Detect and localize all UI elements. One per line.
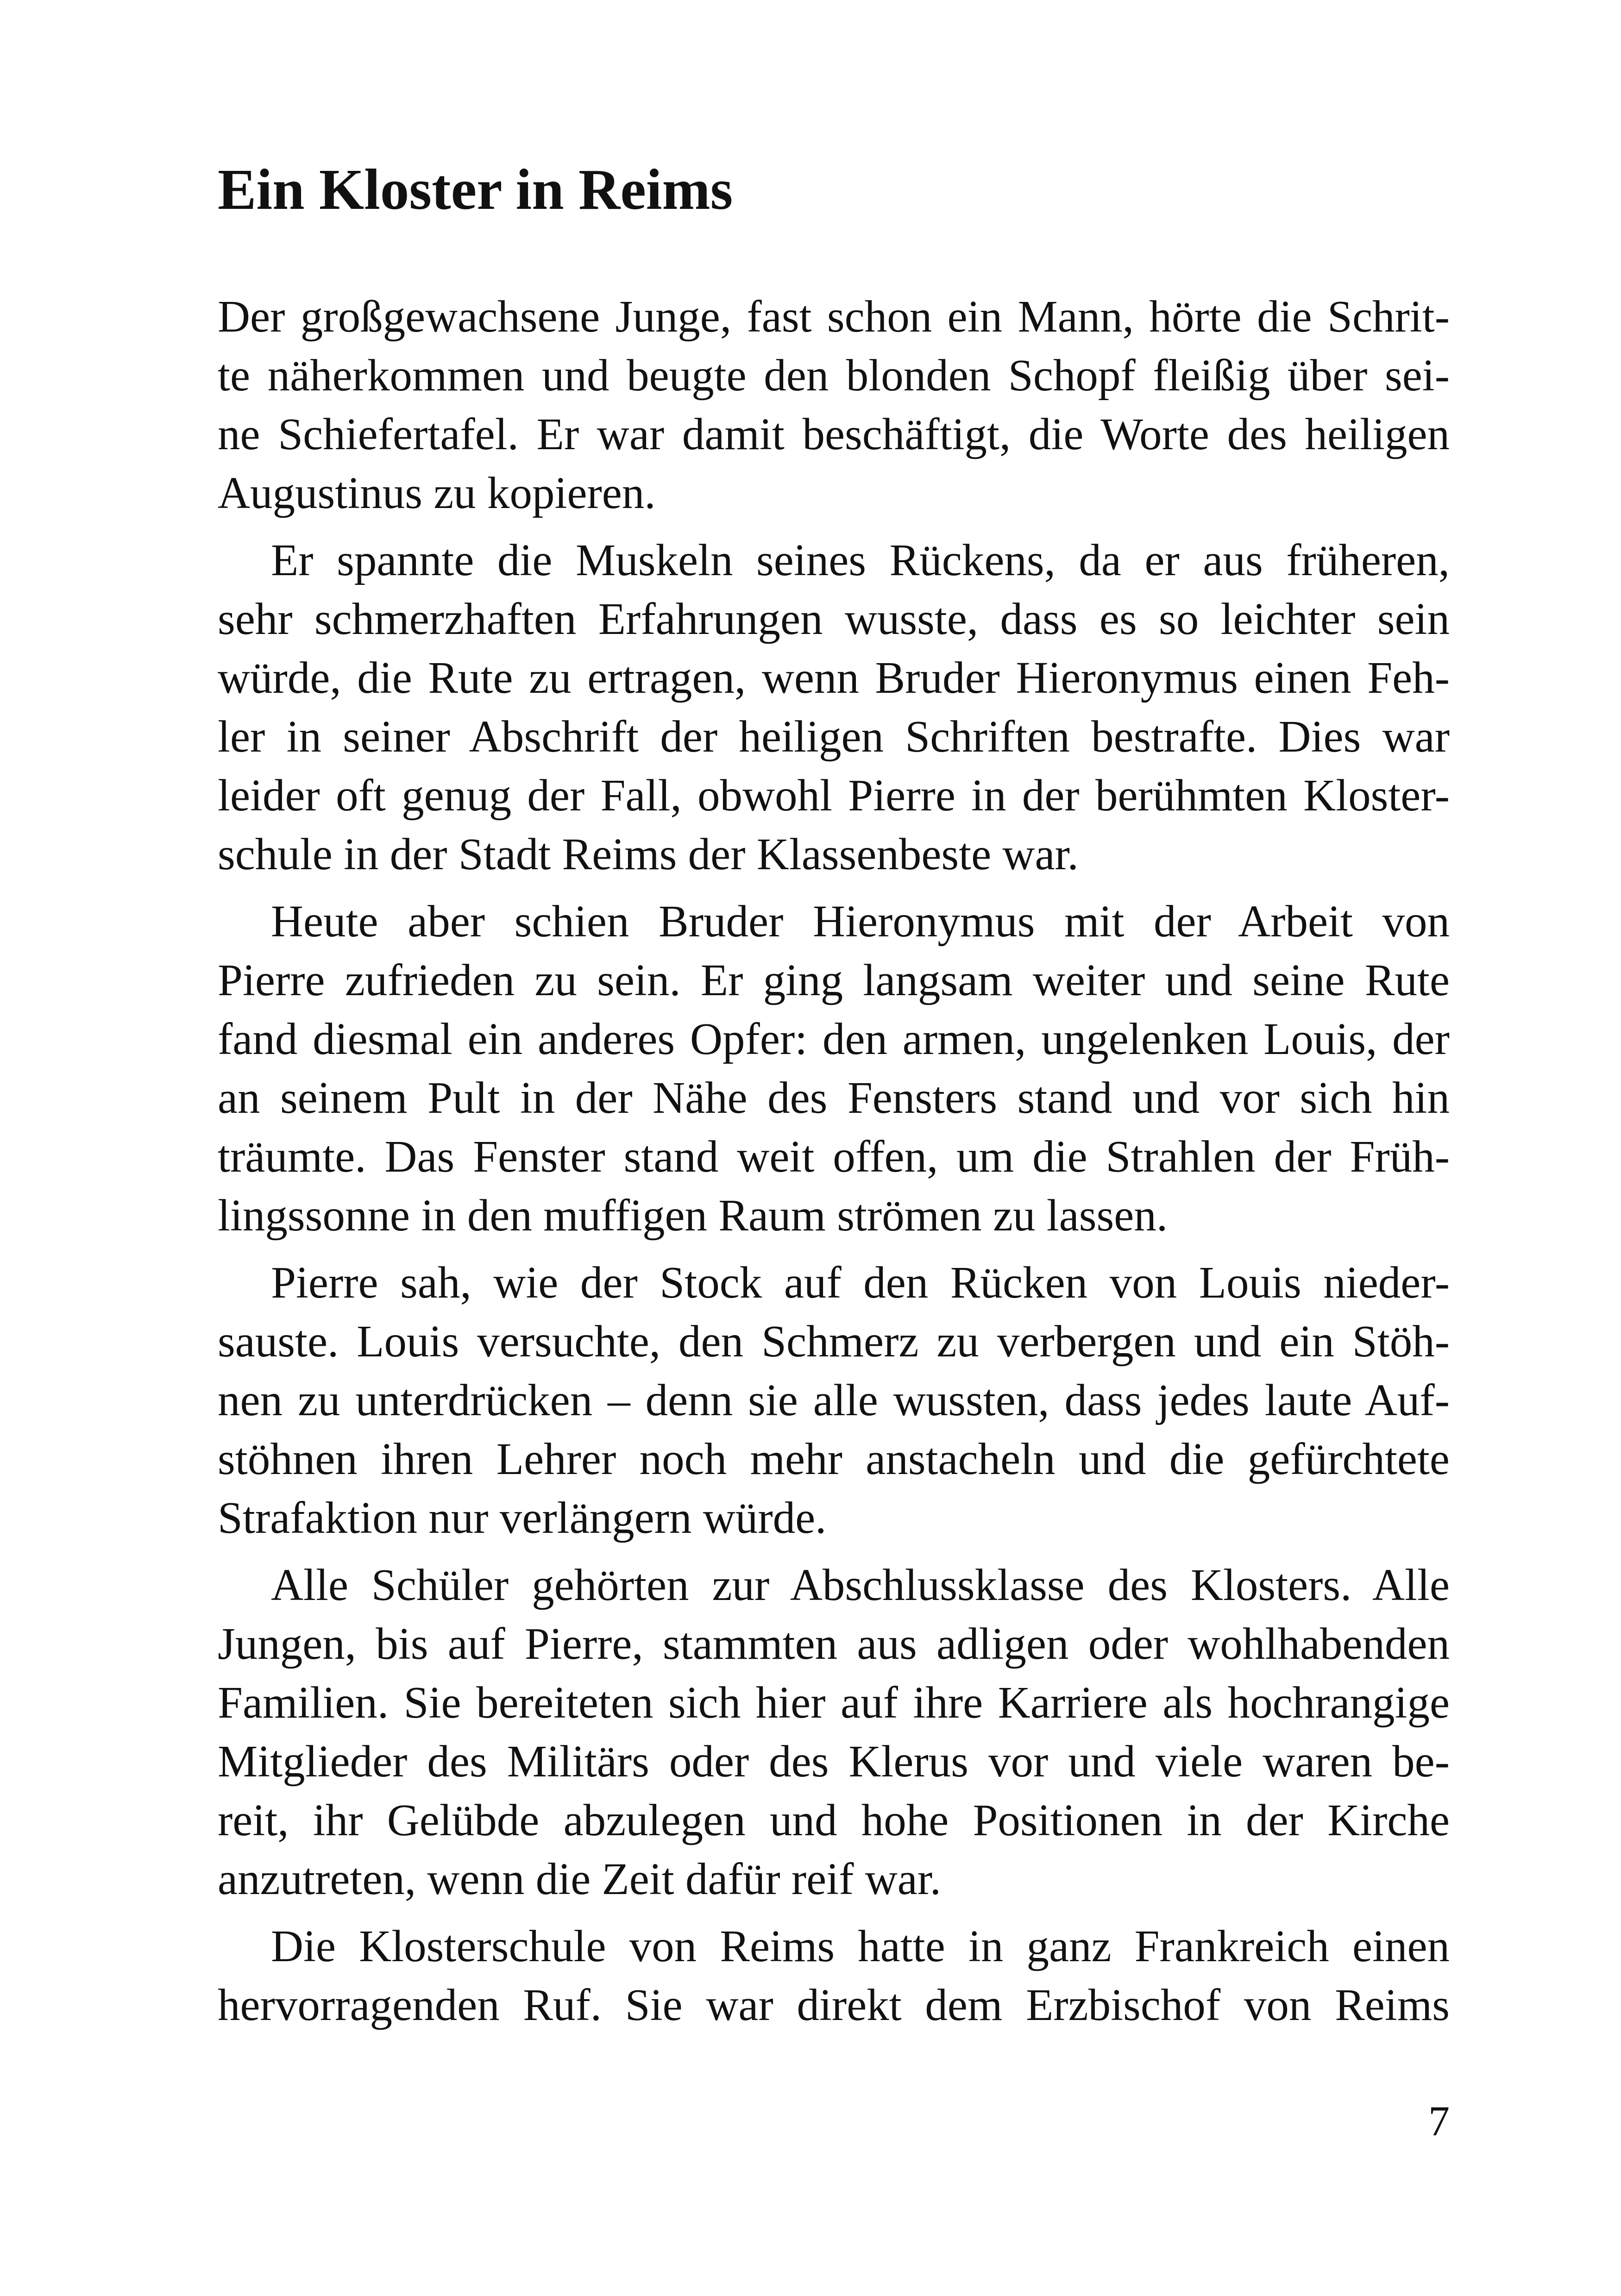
text-line: Pierre zufrieden zu sein. Er ging langsam weiter und seine Rute bbox=[218, 955, 1450, 1005]
text-line: ler in seiner Abschrift der heiligen Schriften bestrafte. Dies war bbox=[218, 712, 1450, 761]
text-line: Er spannte die Muskeln seines Rückens, da er aus früheren, bbox=[271, 535, 1450, 585]
text-line: leider oft genug der Fall, obwohl Pierre in der berühmten Kloster- bbox=[218, 771, 1450, 820]
text-line: Strafaktion nur verlängern würde. bbox=[218, 1493, 827, 1543]
text-line: Alle Schüler gehörten zur Abschlussklasse des Klosters. Alle bbox=[271, 1560, 1450, 1610]
text-line: nen zu unterdrücken – denn sie alle wussten, dass jedes laute Auf- bbox=[218, 1375, 1450, 1425]
text-line: stöhnen ihren Lehrer noch mehr anstacheln und die gefürchtete bbox=[218, 1434, 1450, 1484]
paragraph bbox=[218, 1556, 1450, 1908]
text-line: Pierre sah, wie der Stock auf den Rücken von Louis nieder- bbox=[271, 1258, 1450, 1307]
paragraph bbox=[218, 892, 1450, 1245]
text-line: ne Schiefertafel. Er war damit beschäftigt, die Worte des heiligen bbox=[218, 409, 1450, 459]
text-line: sehr schmerzhaften Erfahrungen wusste, dass es so leichter sein bbox=[218, 594, 1450, 644]
text-line: schule in der Stadt Reims der Klassenbeste war. bbox=[218, 829, 1079, 879]
text-line: würde, die Rute zu ertragen, wenn Bruder Hieronymus einen Feh- bbox=[218, 653, 1450, 703]
paragraph bbox=[218, 531, 1450, 884]
text-line: Familien. Sie bereiteten sich hier auf ihre Karriere als hochrangige bbox=[218, 1678, 1450, 1727]
chapter-title: Ein Kloster in Reims bbox=[218, 158, 733, 222]
text-line: fand diesmal ein anderes Opfer: den armen, ungelenken Louis, der bbox=[218, 1014, 1450, 1064]
text-line: träumte. Das Fenster stand weit offen, um die Strahlen der Früh- bbox=[218, 1132, 1450, 1181]
text-line: sauste. Louis versuchte, den Schmerz zu verbergen und ein Stöh- bbox=[218, 1317, 1450, 1366]
text-line: hervorragenden Ruf. Sie war direkt dem Erzbischof von Reims bbox=[218, 1980, 1450, 2030]
page-number: 7 bbox=[1428, 2097, 1450, 2145]
paragraph bbox=[218, 1917, 1450, 2034]
text-line: te näherkommen und beugte den blonden Schopf fleißig über sei- bbox=[218, 351, 1450, 400]
chapter-body bbox=[218, 287, 1450, 2043]
paragraph bbox=[218, 1253, 1450, 1547]
paragraph bbox=[218, 287, 1450, 522]
text-line: anzutreten, wenn die Zeit dafür reif war. bbox=[218, 1854, 942, 1904]
text-line: reit, ihr Gelübde abzulegen und hohe Positionen in der Kirche bbox=[218, 1795, 1450, 1845]
text-line: Die Klosterschule von Reims hatte in ganz Frankreich einen bbox=[271, 1921, 1450, 1971]
text-line: lingssonne in den muffigen Raum strömen zu lassen. bbox=[218, 1191, 1168, 1240]
text-line: Mitglieder des Militärs oder des Klerus vor und viele waren be- bbox=[218, 1737, 1450, 1786]
text-line: an seinem Pult in der Nähe des Fensters stand und vor sich hin bbox=[218, 1073, 1450, 1123]
text-line: Heute aber schien Bruder Hieronymus mit der Arbeit von bbox=[271, 897, 1450, 946]
text-line: Augustinus zu kopieren. bbox=[218, 468, 656, 518]
text-line: Der großgewachsene Junge, fast schon ein Mann, hörte die Schrit- bbox=[218, 292, 1450, 341]
text-line: Jungen, bis auf Pierre, stammten aus adligen oder wohlhabenden bbox=[218, 1619, 1450, 1669]
